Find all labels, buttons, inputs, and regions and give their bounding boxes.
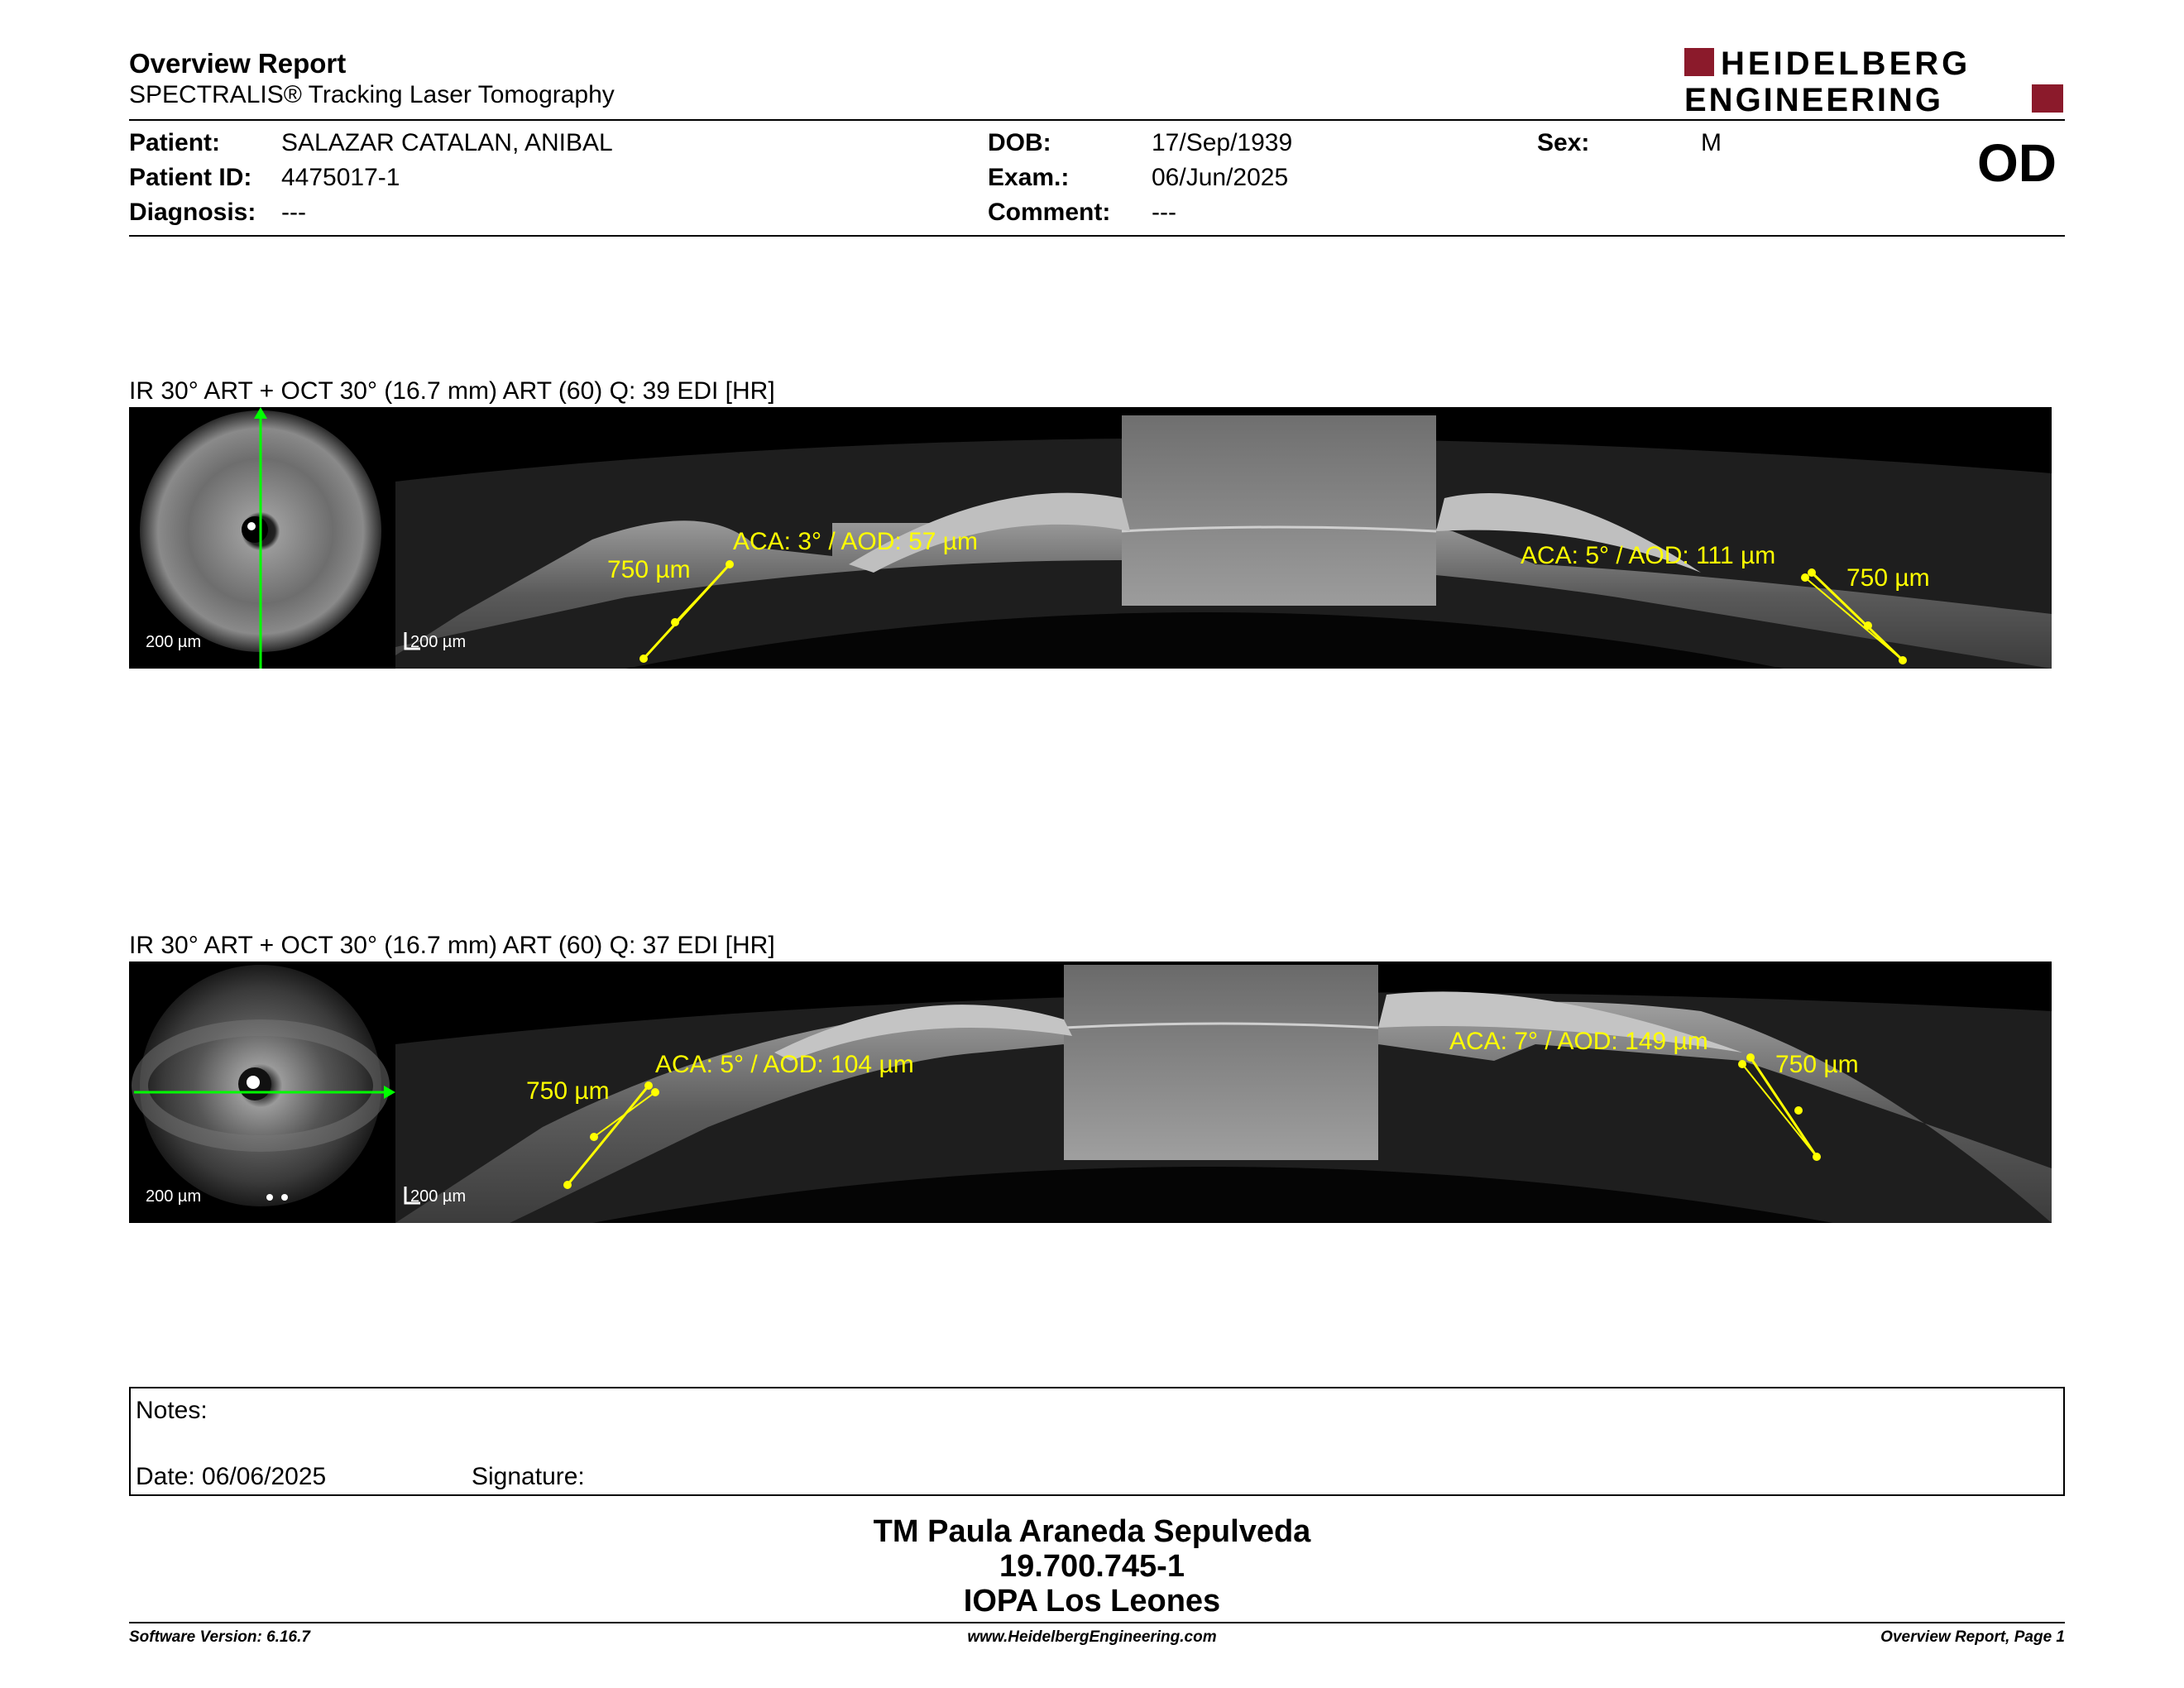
date-label: Date: 06/06/2025 xyxy=(136,1463,327,1490)
sex-value: M xyxy=(1701,129,1722,156)
left-length-label: 750 µm xyxy=(607,556,691,583)
right-aca-label: ACA: 5° / AOD: 111 µm xyxy=(1521,542,1776,569)
ir-scale-label: 200 µm xyxy=(146,1187,202,1206)
logo-line1: HEIDELBERG xyxy=(1721,46,1971,82)
notes-label: Notes: xyxy=(136,1397,208,1424)
scan-image-1 xyxy=(129,407,2052,669)
header-divider xyxy=(129,119,2065,121)
footer-divider xyxy=(129,1622,2065,1623)
exam-label: Exam.: xyxy=(988,164,1070,191)
sex-label: Sex: xyxy=(1537,129,1590,156)
signer-name: TM Paula Araneda Sepulveda xyxy=(873,1514,1311,1549)
comment-label: Comment: xyxy=(988,199,1111,226)
signature-label: Signature: xyxy=(472,1463,585,1490)
oct-scale-label: 200 µm xyxy=(410,633,467,651)
scan-title-2: IR 30° ART + OCT 30° (16.7 mm) ART (60) Q: 37 EDI [HR] xyxy=(129,932,775,959)
logo-line2: ENGINEERING xyxy=(1684,82,1944,116)
report-title: Overview Report xyxy=(129,48,347,79)
ir-scale-label: 200 µm xyxy=(146,633,202,651)
signer-id: 19.700.745-1 xyxy=(999,1549,1185,1584)
website-link[interactable]: www.HeidelbergEngineering.com xyxy=(967,1628,1217,1646)
scan-image-2 xyxy=(129,961,2052,1223)
dob-label: DOB: xyxy=(988,129,1051,156)
scan-title-1: IR 30° ART + OCT 30° (16.7 mm) ART (60) Q: 39 EDI [HR] xyxy=(129,377,775,405)
scan-panel-1[interactable] xyxy=(129,407,2052,669)
exam-value: 06/Jun/2025 xyxy=(1152,164,1289,191)
scan-arrow-icon xyxy=(384,1086,395,1099)
left-aca-label: ACA: 5° / AOD: 104 µm xyxy=(655,1051,914,1078)
patient-name: SALAZAR CATALAN, ANIBAL xyxy=(281,129,613,156)
left-aca-label: ACA: 3° / AOD: 57 µm xyxy=(733,528,979,555)
oct-scale-label: 200 µm xyxy=(410,1187,467,1206)
report-subtitle: SPECTRALIS® Tracking Laser Tomography xyxy=(129,81,615,108)
ir-image xyxy=(140,965,381,1206)
patient-id-label: Patient ID: xyxy=(129,164,252,191)
oct-bscan xyxy=(395,407,2052,669)
diagnosis-label: Diagnosis: xyxy=(129,199,256,226)
right-length-label: 750 µm xyxy=(1846,564,1930,592)
page-number: Overview Report, Page 1 xyxy=(1880,1628,2065,1646)
scan-panel-2[interactable] xyxy=(129,961,2052,1223)
software-version: Software Version: 6.16.7 xyxy=(129,1628,310,1646)
diagnosis-value: --- xyxy=(281,199,306,226)
heidelberg-logo xyxy=(1684,46,2065,116)
dob-value: 17/Sep/1939 xyxy=(1152,129,1293,156)
left-length-label: 750 µm xyxy=(526,1077,610,1105)
info-divider xyxy=(129,235,2065,237)
patient-label: Patient: xyxy=(129,129,221,156)
right-aca-label: ACA: 7° / AOD: 149 µm xyxy=(1449,1028,1708,1055)
eye-indicator: OD xyxy=(1977,133,2057,193)
comment-value: --- xyxy=(1152,199,1176,226)
right-length-label: 750 µm xyxy=(1775,1051,1859,1078)
notes-box[interactable] xyxy=(129,1387,2065,1496)
patient-id: 4475017-1 xyxy=(281,164,400,191)
clinic-name: IOPA Los Leones xyxy=(963,1584,1221,1618)
